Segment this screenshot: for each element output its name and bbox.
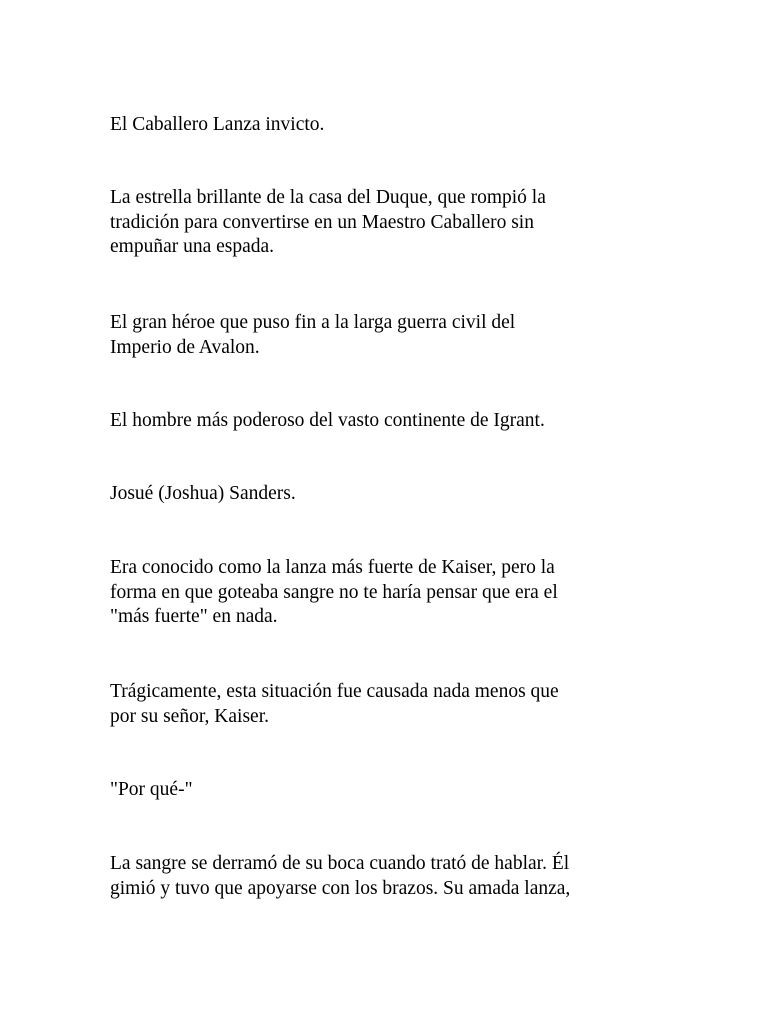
paragraph-5: Josué (Joshua) Sanders. bbox=[110, 483, 296, 504]
paragraph-1: El Caballero Lanza invicto. bbox=[110, 114, 325, 135]
paragraph-3: El gran héroe que puso fin a la larga guerra civil del Imperio de Avalon. bbox=[110, 312, 516, 358]
paragraph-4: El hombre más poderoso del vasto continente de Igrant. bbox=[110, 410, 545, 431]
paragraph-2: La estrella brillante de la casa del Duque, que rompió la tradición para convertirse en un Maestro Caballero sin empuñar una espada. bbox=[110, 187, 546, 257]
paragraph-8: "Por qué-" bbox=[110, 779, 193, 800]
paragraph-6: Era conocido como la lanza más fuerte de Kaiser, pero la forma en que goteaba sangre no te haría pensar que era el "más fuerte" en nada. bbox=[110, 557, 558, 627]
paragraph-7: Trágicamente, esta situación fue causada nada menos que por su señor, Kaiser. bbox=[110, 681, 559, 727]
paragraph-9: La sangre se derramó de su boca cuando trató de hablar. Él gimió y tuvo que apoyarse con los brazos. Su amada lanza, bbox=[110, 853, 571, 899]
